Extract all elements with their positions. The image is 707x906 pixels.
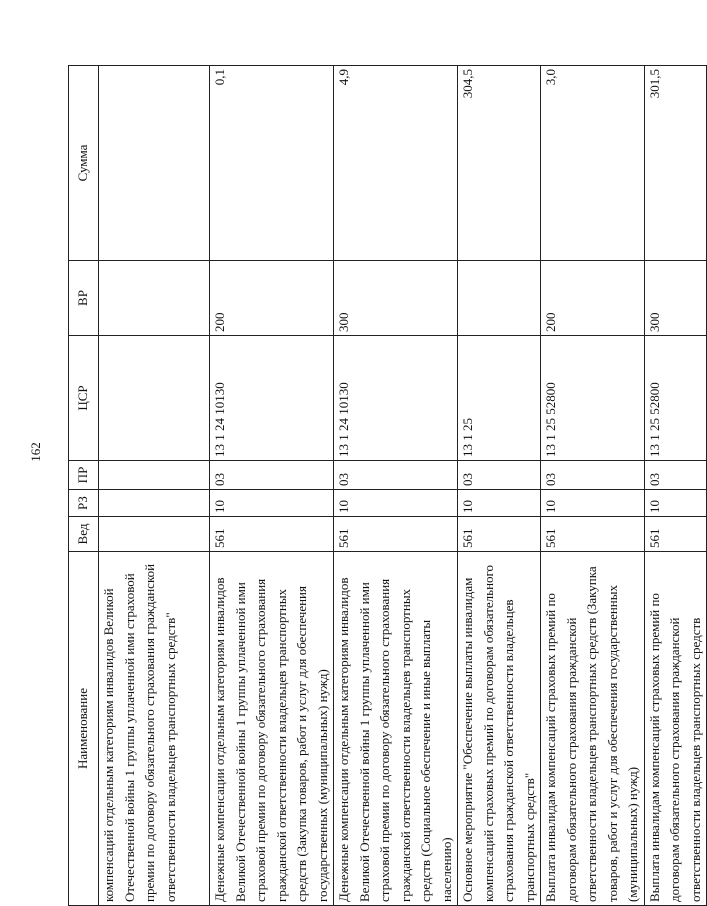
cell-vr [99, 261, 210, 336]
table-row [334, 66, 458, 906]
cell-csr: 13 1 24 10130 [334, 336, 458, 461]
header-name: Наименование [69, 552, 99, 906]
table-row [644, 66, 707, 906]
header-sum: Сумма [69, 66, 99, 261]
cell-csr: 13 1 24 10130 [210, 336, 334, 461]
rotated-table-container [68, 66, 703, 906]
cell-pr: 03 [541, 461, 645, 490]
cell-vr: 300 [644, 261, 707, 336]
cell-ved: 561 [541, 517, 645, 552]
cell-sum: 301,5 [644, 66, 707, 261]
cell-ved: 561 [644, 517, 707, 552]
header-ved: Вед [69, 517, 99, 552]
cell-name: Выплата инвалидам компенсаций страховых премий по договорам обязательного страхования гражданской ответственности владельцев транспортных средств (Закупка товаров, работ и услуг для обеспечения государственных (муниципальных) нужд) [541, 552, 645, 906]
cell-name: Основное мероприятие "Обеспечение выплаты инвалидам компенсаций страховых премий по договорам обязательного страхования гражданской ответственности владельцев транспортных средств" [458, 552, 541, 906]
cell-name: Денежные компенсации отдельным категориям инвалидов Великой Отечественной войны 1 группы уплаченной ими страховой премии по договору обязательного страхования гражданской ответственности владельцев транспортных средств (Социальное обеспечение и иные выплаты населению) [334, 552, 458, 906]
cell-vr: 300 [334, 261, 458, 336]
table-row [458, 66, 541, 906]
cell-vr: 200 [210, 261, 334, 336]
table-header-row [69, 66, 99, 906]
cell-sum: 3,0 [541, 66, 645, 261]
header-pr: ПР [69, 461, 99, 490]
cell-csr: 13 1 25 52800 [644, 336, 707, 461]
cell-csr [99, 336, 210, 461]
cell-rz: 10 [541, 490, 645, 517]
cell-ved [99, 517, 210, 552]
header-rz: РЗ [69, 490, 99, 517]
cell-sum: 4,9 [334, 66, 458, 261]
cell-rz: 10 [458, 490, 541, 517]
cell-rz: 10 [210, 490, 334, 517]
table-row [210, 66, 334, 906]
cell-csr: 13 1 25 [458, 336, 541, 461]
budget-table [68, 65, 707, 906]
cell-sum [99, 66, 210, 261]
cell-name: Денежные компенсации отдельным категориям инвалидов Великой Отечественной войны 1 группы уплаченной ими страховой премии по договору обязательного страхования гражданской ответственности владельцев транспортных средств (Закупка товаров, работ и услуг для обеспечения государственных (муниципальных) нужд) [210, 552, 334, 906]
cell-ved: 561 [334, 517, 458, 552]
cell-ved: 561 [210, 517, 334, 552]
cell-vr [458, 261, 541, 336]
header-vr: ВР [69, 261, 99, 336]
cell-sum: 0,1 [210, 66, 334, 261]
cell-ved: 561 [458, 517, 541, 552]
cell-name: компенсаций отдельным категориям инвалидов Великой Отечественной войны 1 группы уплаченной ими страховой премии по договору обязательного страхования гражданской ответственности владельцев транспортных средств" [99, 552, 210, 906]
cell-pr: 03 [334, 461, 458, 490]
table-row [99, 66, 210, 906]
cell-rz: 10 [644, 490, 707, 517]
cell-csr: 13 1 25 52800 [541, 336, 645, 461]
cell-name: Выплата инвалидам компенсаций страховых премий по договорам обязательного страхования гражданской ответственности владельцев транспортных средств [644, 552, 707, 906]
table-row [541, 66, 645, 906]
header-csr: ЦСР [69, 336, 99, 461]
cell-pr: 03 [458, 461, 541, 490]
page-number: 162 [28, 442, 43, 462]
cell-sum: 304,5 [458, 66, 541, 261]
cell-rz: 10 [334, 490, 458, 517]
cell-pr [99, 461, 210, 490]
cell-vr: 200 [541, 261, 645, 336]
cell-rz [99, 490, 210, 517]
cell-pr: 03 [210, 461, 334, 490]
cell-pr: 03 [644, 461, 707, 490]
